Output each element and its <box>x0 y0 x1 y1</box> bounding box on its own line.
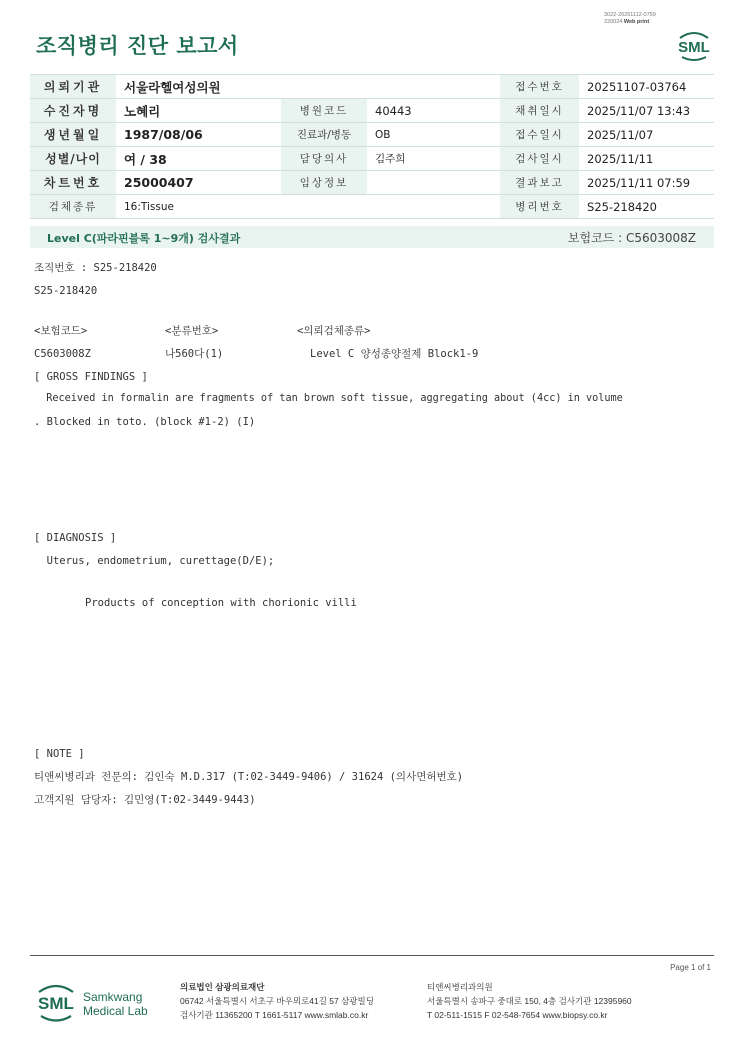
label-dept: 진료과/병동 <box>281 123 367 147</box>
report-title: 조직병리 진단 보고서 <box>36 34 239 58</box>
info-row <box>30 99 714 123</box>
clinic-address: 서울특별시 송파구 중대로 150, 4층 검사기관 12395960 <box>427 996 632 1006</box>
label-result-report: 결과보고 <box>500 171 579 195</box>
value-doctor: 김주희 <box>367 147 500 171</box>
label-patient: 수진자명 <box>30 99 116 123</box>
col-value-specimen-type: Level C 양성종양절제 Block1-9 <box>310 348 479 360</box>
label-path-no: 병리번호 <box>500 195 579 219</box>
label-doctor: 담당의사 <box>281 147 367 171</box>
note-line: 티앤씨병리과 전문의: 김인숙 M.D.317 (T:02-3449-9406) / 31624 (의사면허번호) <box>34 771 464 783</box>
diagnosis-line: Uterus, endometrium, curettage(D/E); <box>34 555 275 567</box>
value-receipt-no: 20251107-03764 <box>579 75 714 99</box>
value-chart: 25000407 <box>116 171 281 195</box>
value-institution: 서울라헬여성의원 <box>116 75 500 99</box>
label-receipt-date: 접수일시 <box>500 123 579 147</box>
value-patient: 노혜리 <box>116 99 281 123</box>
info-row <box>30 195 714 219</box>
info-row <box>30 171 714 195</box>
sml-logo <box>674 26 714 64</box>
label-sex-age: 성별/나이 <box>30 147 116 171</box>
tissue-no-line: 조직번호 : S25-218420 <box>34 262 157 274</box>
clinic-contact: T 02-511-1515 F 02-548-7654 www.biopsy.co.kr <box>427 1010 608 1020</box>
samkwang-logo <box>36 980 196 1026</box>
col-header-class: <분류번호> <box>165 325 219 337</box>
lab-org-contact: 검사기관 11365200 T 1661-5117 www.smlab.co.kr <box>180 1010 369 1020</box>
diagnosis-result: Products of conception with chorionic villi <box>85 597 357 609</box>
print-info <box>604 12 656 26</box>
pathology-clinic-info <box>427 980 632 1022</box>
value-receipt-date: 2025/11/07 <box>579 123 714 147</box>
label-exam-date: 검사일시 <box>500 147 579 171</box>
label-collect-date: 채취일시 <box>500 99 579 123</box>
value-collect-date: 2025/11/07 13:43 <box>579 99 714 123</box>
col-value-class: 나560다(1) <box>165 348 224 360</box>
tissue-no: S25-218420 <box>34 285 98 297</box>
info-row <box>30 147 714 171</box>
gross-findings-line: Received in formalin are fragments of tan brown soft tissue, aggregating about (4cc) in volume <box>34 393 623 404</box>
patient-info-table <box>30 74 714 219</box>
label-institution: 의뢰기관 <box>30 75 116 99</box>
level-result-bar <box>30 226 714 248</box>
value-specimen: 16:Tissue <box>116 195 500 219</box>
label-clinical: 임상정보 <box>281 171 367 195</box>
lab-org-info <box>180 980 374 1022</box>
lab-org-address: 06742 서울특별시 서초구 바우뫼로41길 57 삼광빌딩 <box>180 996 374 1006</box>
svg-text:Medical Lab: Medical Lab <box>83 1004 148 1018</box>
col-header-insurance: <보험코드> <box>34 325 88 337</box>
diagnosis-title: [ DIAGNOSIS ] <box>34 532 117 544</box>
info-row <box>30 75 714 99</box>
svg-text:SML: SML <box>38 994 74 1013</box>
label-specimen: 검체종류 <box>30 195 116 219</box>
svg-text:Samkwang: Samkwang <box>83 990 143 1004</box>
note-title: [ NOTE ] <box>34 748 85 760</box>
level-title: Level C(파라핀블록 1~9개) 검사결과 <box>47 232 241 245</box>
value-clinical <box>367 171 500 195</box>
col-header-specimen-type: <의뢰검체종류> <box>297 325 371 337</box>
value-birth: 1987/08/06 <box>116 123 281 147</box>
insurance-code: 보험코드 : C5603008Z <box>567 231 696 245</box>
info-row <box>30 123 714 147</box>
note-line: 고객지원 담당자: 김민영(T:02-3449-9443) <box>34 794 256 806</box>
value-exam-date: 2025/11/11 <box>579 147 714 171</box>
footer-divider <box>30 955 714 956</box>
page-number: Page 1 of 1 <box>670 963 711 972</box>
print-code-line2: 220024 Web print <box>604 19 650 25</box>
print-code: 3022-20251112-0759 <box>604 12 656 18</box>
clinic-name: 티앤씨병리과의원 <box>427 982 493 992</box>
lab-org-name: 의료법인 삼광의료재단 <box>180 982 265 992</box>
value-sex-age: 여 / 38 <box>116 147 281 171</box>
svg-text:SML: SML <box>678 39 710 56</box>
gross-findings-title: [ GROSS FINDINGS ] <box>34 371 148 383</box>
label-birth: 생년월일 <box>30 123 116 147</box>
gross-findings-line: . Blocked in toto. (block #1-2) (I) <box>34 416 256 428</box>
col-value-insurance: C5603008Z <box>34 348 91 360</box>
label-hospital-code: 병원코드 <box>281 99 367 123</box>
label-receipt-no: 접수번호 <box>500 75 579 99</box>
value-result-report: 2025/11/11 07:59 <box>579 171 714 195</box>
value-hospital-code: 40443 <box>367 99 500 123</box>
value-path-no: S25-218420 <box>579 195 714 219</box>
value-dept: OB <box>367 123 500 147</box>
label-chart: 차트번호 <box>30 171 116 195</box>
